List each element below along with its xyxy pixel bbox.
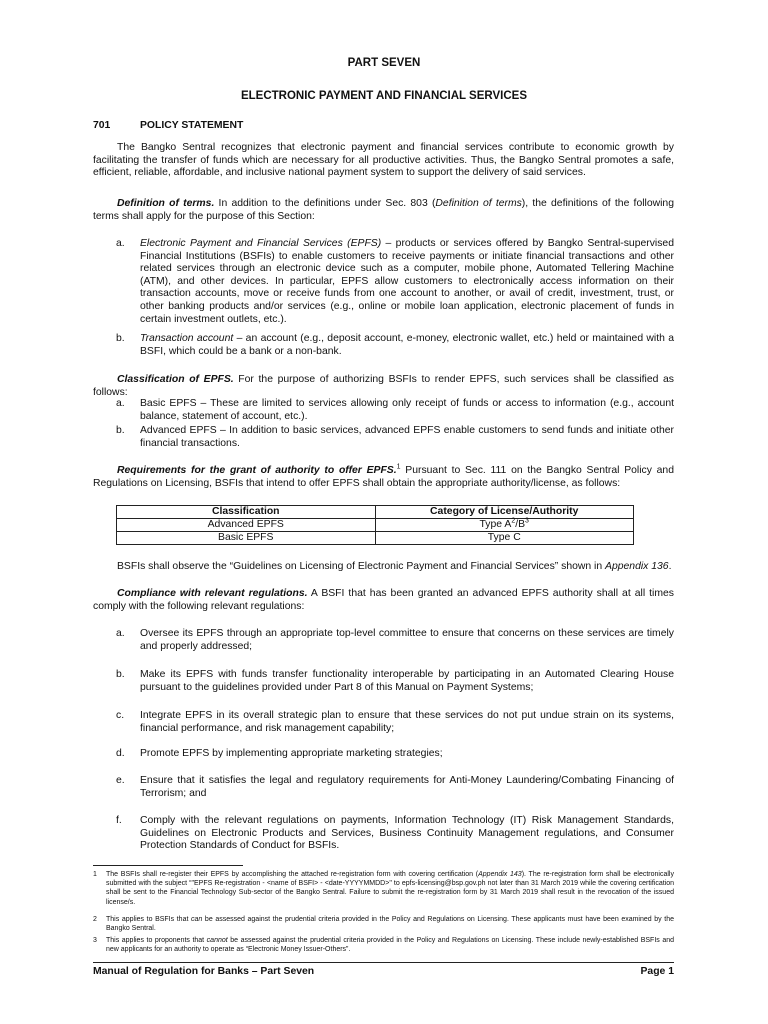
appendix-reference: Appendix 136 <box>605 561 669 572</box>
table-cell: Basic EPFS <box>117 532 376 545</box>
definitions-reference: Definition of terms <box>435 198 522 209</box>
document-page: PART SEVEN ELECTRONIC PAYMENT AND FINANCIAL SERVICES 701 POLICY STATEMENT The Bangko Sentral recognizes that electronic payment and financial services contribute to economic growth by facilitating the transfer of funds which are necessary for all productive activities. Thus, the Bangko Sentral promotes a safe, efficient, reliable, affordable, and inclusive national payment system to support the delivery of said services. Definition of terms. In addition to the definitions under Sec. 803 (Definition of terms), the definitions of the following terms shall apply for the purpose of this Section: a. Electronic Payment and Financial Services (EPFS) – products or services offered by Bangko Sentral-supervised Financial Institutions (BSFIs) to enable customers to receive payments or initiate financial transactions and other related services through an electronic device such as a computer, mobile phone, Automated Tellering Machine (ATM), and other devices. In particular, EPFS allow customers to electronically access information on their transaction accounts, move or receive funds from one account to another, or avail of credit, investment, trust, or other banking products and/or services (e.g., online or mobile loan application, electronic placement of funds in certain investment outlets, etc.). b. Transaction account – an account (e.g., deposit account, e-money, electronic wallet, etc.) held or maintained with a BSFI, which could be a bank or a non-bank. Classification of EPFS. For the purpose of authorizing BSFIs to render EPFS, such services shall be classified as follows: a. Basic EPFS – These are limited to services allowing only receipt of funds or access to information (e.g., account balance, statement of account, etc.). b. Advanced EPFS – In addition to basic services, advanced EPFS enable customers to send funds and initiate other financial transactions. Requirements for the grant of authority to offer EPFS.$^1$ Pursuant to Sec. 111 on the Bangko Sentral Policy and Regulations on Licensing, BSFIs that intend to offer EPFS shall obtain the appropriate authority/license, as follows: Classification Category of License/Authority Advanced EPFS Type $A^2/B^3$ Basic EPFS Type C BSFIs shall observe the “Guidelines on Licensing of Electronic Payment and Financial Services” shown in Appendix 136. Compliance with relevant regulations. A BSFI that has been granted an advanced EPFS authority shall at all times comply with the following relevant regulations: a. Oversee its EPFS through an appropriate top-level committee to ensure that concerns on these services are timely and properly addressed; b. Make its EPFS with funds transfer functionality interoperable by participating in an Automated Clearing House pursuant to the guidelines provided under Part 8 of this Manual on Payment Systems; c. Integrate EPFS in its overall strategic plan to ensure that these services do not put undue strain on its systems, financial performance, and risk management capability; d. Promote EPFS by implementing appropriate marketing strategies; e. Ensure that it satisfies the legal and regulatory requirements for Anti-Money Laundering/Combating Financing of Terrorism; and f. Comply with the relevant regulations on payments, Information Technology (IT) Risk Management Standards, Guidelines on Electronic Products and Services, Business Continuity Management regulations, and Consumer Protection Standards of Conduct for BSFIs. 1 The BSFIs shall re-register their EPFS by accomplishing the attached re-registration form with covering certification (Appendix 143). The re-registration form shall be electronically submitted with the subject “"EPFS Re-registration - <name of BSFI> - <date-YYYYMMDD>" to epfs-licensing@bsp.gov.ph not later than 31 March 2019 while the covering certification shall be sent to the Financial Technology Sub-sector of the Bangko Sentral. Failure to submit the re-registration form by 31 March 2019 shall result in the revocation of the issued license/s. 2 This applies to BSFIs that can be assessed against the prudential criteria provided in the Policy and Regulations on Licensing. These applicants must have been examined by the Bangko Sentral. 3 This applies to proponents that cannot be assessed against the prudential criteria provided in the Policy and Regulations on Licensing. These include newly-established BSFIs and new applicants for an authority to operate as “Electronic Money Issuer-Others”. Manual of Regulation for Banks – Part Seven Page 1 <box>0 0 768 1024</box>
footnote-ref[interactable]: 3 <box>525 517 529 525</box>
part-title: PART SEVEN <box>347 57 421 69</box>
definitions-heading: Definition of terms. <box>117 198 215 209</box>
section-heading <box>93 120 243 133</box>
table-header-row <box>117 506 634 519</box>
compliance-intro: Compliance with relevant regulations. A BSFI that has been granted an advanced EPFS authority shall at all times comply with the following relevant regulations: <box>93 588 674 612</box>
footnote-ref[interactable]: 2 <box>511 517 516 525</box>
column-header: Classification <box>117 506 376 519</box>
chapter-title: ELECTRONIC PAYMENT AND FINANCIAL SERVICES <box>240 90 528 102</box>
table-cell: Type C <box>375 532 634 545</box>
table-row <box>117 532 634 545</box>
requirements-paragraph: Requirements for the grant of authority to offer EPFS.$^1$ Pursuant to Sec. 111 on the Bangko Sentral Policy and Regulations on Licensing, BSFIs that intend to offer EPFS shall obtain the appropriate authority/license, as follows: <box>93 463 674 489</box>
table-row <box>117 519 634 532</box>
footnote-mark: 1 <box>93 871 97 878</box>
page-footer <box>93 966 674 979</box>
definitions-intro: Definition of terms. In addition to the definitions under Sec. 803 (Definition of terms), the definitions of the following terms shall apply for the purpose of this Section: <box>93 198 674 222</box>
section-number: 701 <box>93 120 111 131</box>
table-cell: Type $A^2/B^3$ <box>375 519 634 532</box>
page-number: Page 1 <box>640 966 674 977</box>
license-table <box>116 505 634 545</box>
footnote-mark: 2 <box>93 916 97 923</box>
footer-title: Manual of Regulation for Banks – Part Seven <box>93 966 315 977</box>
footnote-divider <box>93 865 243 866</box>
section-title: POLICY STATEMENT <box>140 120 244 131</box>
compliance-heading: Compliance with relevant regulations. <box>117 588 308 599</box>
table-cell: Advanced EPFS <box>117 519 376 532</box>
classification-heading: Classification of EPFS. <box>117 374 234 385</box>
column-header: Category of License/Authority <box>375 506 634 519</box>
guidelines-paragraph: BSFIs shall observe the “Guidelines on Licensing of Electronic Payment and Financial Services” shown in Appendix 136. <box>117 561 672 572</box>
footnote-ref[interactable]: 1 <box>396 463 401 471</box>
policy-paragraph: The Bangko Sentral recognizes that electronic payment and financial services contribute to economic growth by facilitating the transfer of funds which are necessary for all productive activities. Thus, the Bangko Sentral promotes a safe, efficient, reliable, affordable, and inclusive national payment system to support the delivery of said services. <box>93 142 674 179</box>
definition-term: Transaction account <box>140 333 234 344</box>
classification-intro: Classification of EPFS. For the purpose of authorizing BSFIs to render EPFS, such services shall be classified as follows: <box>93 374 674 398</box>
footer-divider <box>93 962 674 963</box>
definition-term: Electronic Payment and Financial Services (EPFS) <box>140 238 382 249</box>
requirements-heading: Requirements for the grant of authority to offer EPFS. <box>117 465 397 476</box>
footnote-mark: 3 <box>93 937 97 944</box>
